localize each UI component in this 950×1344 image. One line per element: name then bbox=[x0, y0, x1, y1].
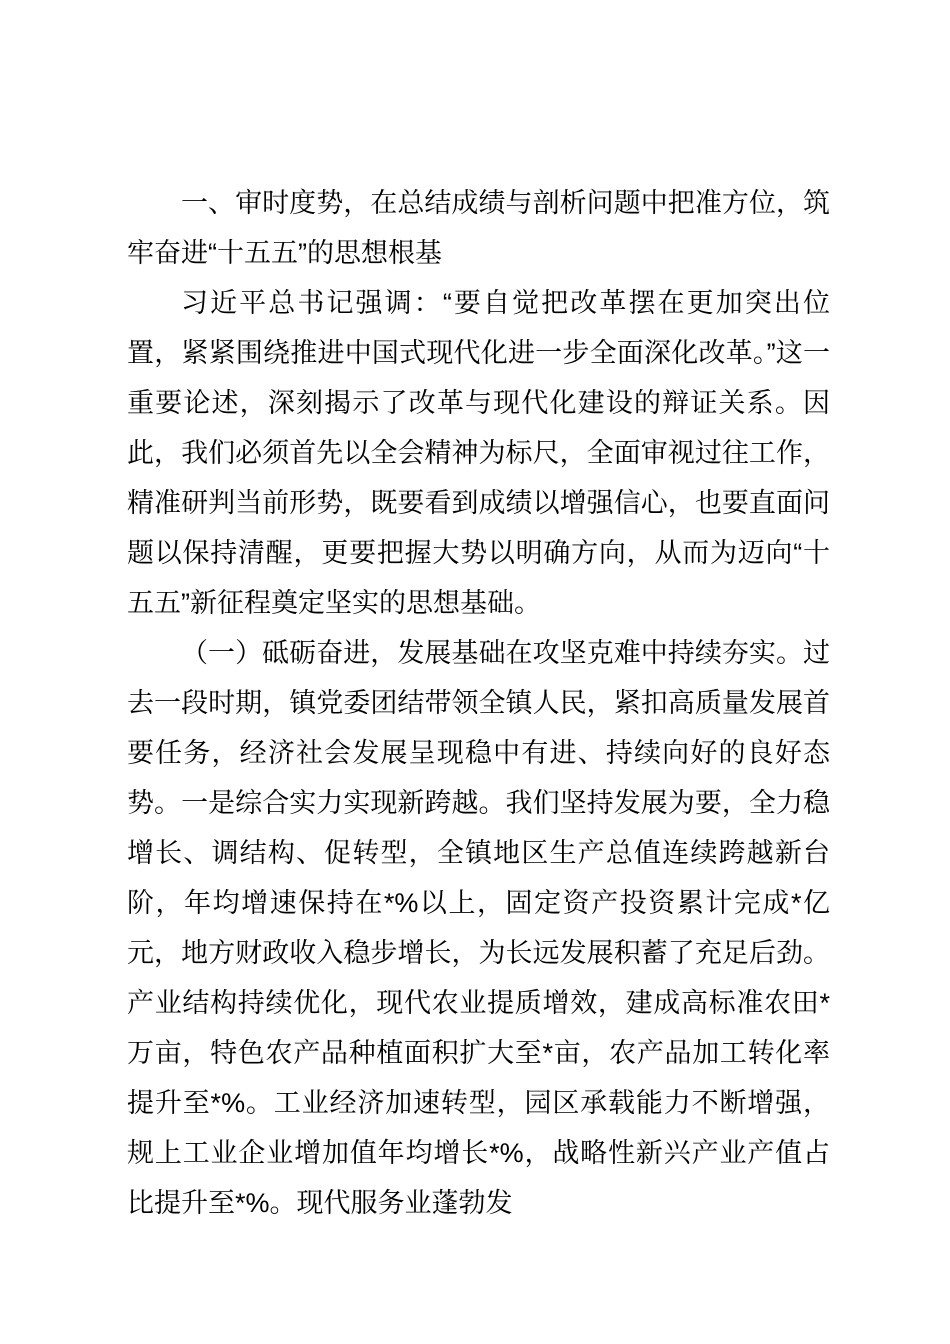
section-heading: 一、审时度势，在总结成绩与剖析问题中把准方位，筑牢奋进“十五五”的思想根基 bbox=[127, 188, 830, 268]
paragraph-achievements: （一）砥砺奋进，发展基础在攻坚克难中持续夯实。过去一段时期，镇党委团结带领全镇人民，紧扣高质量发展首要任务，经济社会发展呈现稳中有进、持续向好的良好态势。一是综合实力实现新跨越。我们坚持发展为要，全力稳增长、调结构、促转型，全镇地区生产总值连续跨越新台阶，年均增速保持在*%以上，固定资产投资累计完成*亿元，地方财政收入稳步增长，为长远发展积蓄了充足后劲。产业结构持续优化，现代农业提质增效，建成高标准农田*万亩，特色农产品种植面积扩大至*亩，农产品加工转化率提升至*%。工业经济加速转型，园区承载能力不断增强，规上工业企业增加值年均增长*%，战略性新兴产业产值占比提升至*%。现代服务业蓬勃发 bbox=[127, 638, 830, 1218]
paragraph-intro: 习近平总书记强调：“要自觉把改革摆在更加突出位置，紧紧围绕推进中国式现代化进一步全面深化改革。”这一重要论述，深刻揭示了改革与现代化建设的辩证关系。因此，我们必须首先以全会精神为标尺，全面审视过往工作，精准研判当前形势，既要看到成绩以增强信心，也要直面问题以保持清醒，更要把握大势以明确方向，从而为迈向“十五五”新征程奠定坚实的思想基础。 bbox=[127, 288, 830, 618]
